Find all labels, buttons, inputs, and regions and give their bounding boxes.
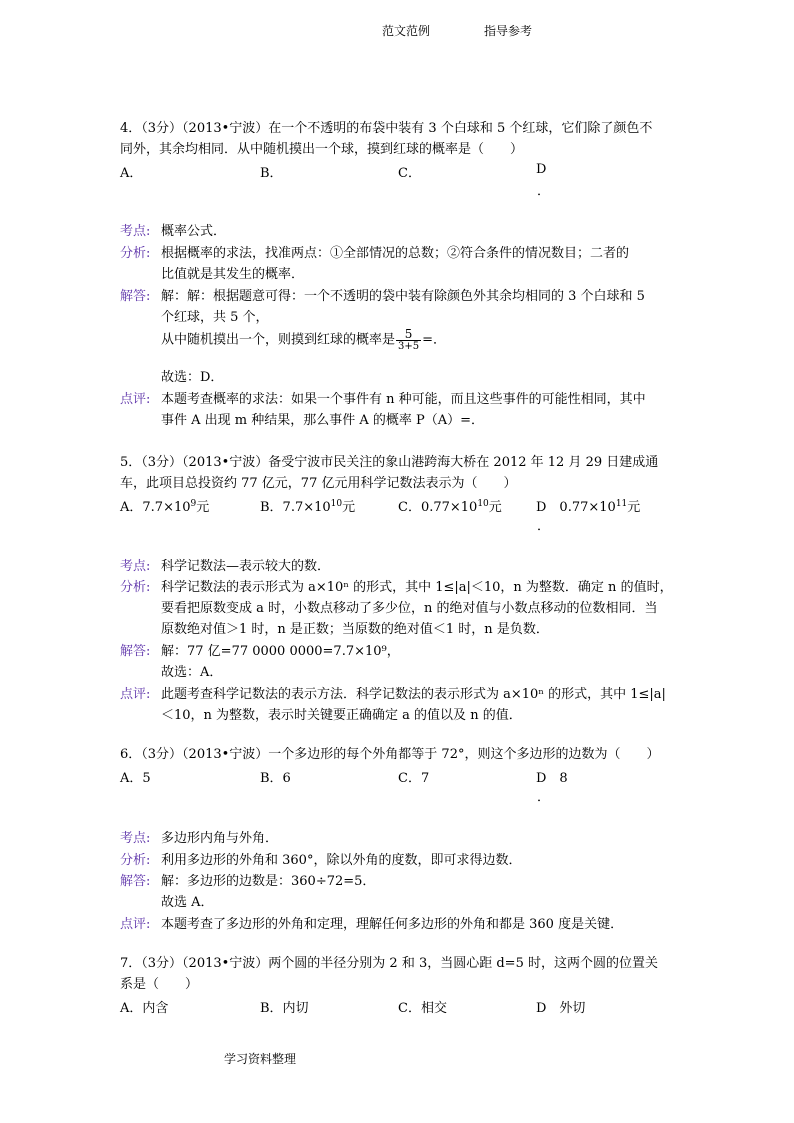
q5-stem-line1: 5．（3分）（2013•宁波）备受宁波市民关注的象山港跨海大桥在 2012 年 12 月 29 日建成通 xyxy=(120,455,659,470)
q6-kaodian-label: 考点: xyxy=(120,831,151,846)
q7-option-d: D 外切 xyxy=(536,1001,586,1016)
q5-fenxi-line3: 原数绝对值＞1 时，n 是正数；当原数的绝对值＜1 时，n 是负数． xyxy=(161,622,549,637)
q5-dianping-line2: ＜10，n 为整数，表示时关键要正确确定 a 的值以及 n 的值． xyxy=(161,708,522,723)
q7-stem-line1: 7．（3分）（2013•宁波）两个圆的半径分别为 2 和 3，当圆心距 d=5 时，这两个圆的位置关 xyxy=(120,956,658,971)
header-right: 指导参考 xyxy=(484,24,533,38)
q6-option-d: D 8 xyxy=(536,771,568,786)
q5-fenxi-line1: 科学记数法的表示形式为 a×10ⁿ 的形式，其中 1≤|a|＜10，n 为整数．确定 n 的值时， xyxy=(161,580,673,595)
q6-dianping-label: 点评: xyxy=(120,917,151,932)
q6-option-b: B．6 xyxy=(260,771,291,786)
q4-option-b: B． xyxy=(260,166,283,181)
q4-fenxi-line1: 根据概率的求法，找准两点：①全部情况的总数；②符合条件的情况数目；二者的 xyxy=(161,246,630,261)
q4-jieda-line1: 解：解：根据题意可得：一个不透明的袋中装有除颜色外其余均相同的 3 个白球和 5 xyxy=(161,289,645,304)
q4-jieda-line2: 个红球，共 5 个， xyxy=(161,310,269,325)
q5-option-c xyxy=(398,496,502,515)
q5-option-c-text: C．0.77×10 xyxy=(398,500,478,515)
q6-jieda-line1: 解：多边形的边数是：360÷72=5． xyxy=(161,874,376,889)
q4-fenxi-line2: 比值就是其发生的概率． xyxy=(161,267,305,282)
q4-kaodian-text: 概率公式． xyxy=(161,224,227,239)
q4-dianping-line2: 事件 A 出现 m 种结果，那么事件 A 的概率 P（A）=． xyxy=(161,413,485,428)
q6-jieda-line2: 故选 A． xyxy=(161,895,214,910)
q6-dianping-line1: 本题考查了多边形的外角和定理，理解任何多边形的外角和都是 360 度是关键． xyxy=(161,917,624,932)
fraction-numerator: 5 xyxy=(396,328,421,341)
q6-option-d-dot: ． xyxy=(537,790,551,805)
q4-jieda-label: 解答: xyxy=(120,289,151,304)
q5-option-b xyxy=(260,496,355,515)
q4-option-d-dot: ． xyxy=(537,184,551,199)
q5-fenxi-label: 分析: xyxy=(120,580,151,595)
q6-option-c: C．7 xyxy=(398,771,430,786)
q4-option-c: C． xyxy=(398,166,421,181)
q5-option-b-text: B．7.7×10 xyxy=(260,500,331,515)
q5-fenxi-line2: 要看把原数变成 a 时，小数点移动了多少位，n 的绝对值与小数点移动的位数相同．当 xyxy=(161,601,658,616)
q4-jieda-line4: 故选：D． xyxy=(161,370,224,385)
q5-option-d-unit: 元 xyxy=(627,500,641,515)
fraction xyxy=(396,328,421,352)
q5-option-b-unit: 元 xyxy=(342,500,356,515)
q5-option-d-dot: ． xyxy=(537,519,551,534)
q6-option-a: A．5 xyxy=(120,771,151,786)
q4-jieda-line3-text: 从中随机摸出一个，则摸到红球的概率是 xyxy=(161,332,396,348)
header-left: 范文范例 xyxy=(382,24,431,38)
q6-jieda-label: 解答: xyxy=(120,874,151,889)
q6-kaodian-text: 多边形内角与外角． xyxy=(161,831,279,846)
q5-option-a-unit: 元 xyxy=(196,500,210,515)
q5-option-c-exp: 10 xyxy=(477,499,489,509)
q4-jieda-line3 xyxy=(161,328,446,352)
q5-kaodian-label: 考点: xyxy=(120,559,151,574)
q5-option-c-unit: 元 xyxy=(488,500,502,515)
q5-jieda-label: 解答: xyxy=(120,644,151,659)
q5-jieda-line1: 解：77 亿=77 0000 0000=7.7×10⁹， xyxy=(161,644,400,659)
q5-option-b-exp: 10 xyxy=(330,499,343,509)
q5-dianping-line1: 此题考查科学记数法的表示方法．科学记数法的表示形式为 a×10ⁿ 的形式，其中 1≤|a| xyxy=(161,687,666,702)
q5-jieda-line2: 故选：A． xyxy=(161,665,223,680)
q4-dianping-line1: 本题考查概率的求法：如果一个事件有 n 种可能，而且这些事件的可能性相同，其中 xyxy=(161,392,646,407)
q4-option-d: D xyxy=(536,162,547,177)
q5-option-a-text: A．7.7×10 xyxy=(120,500,191,515)
q4-fenxi-label: 分析: xyxy=(120,246,151,261)
q7-option-b: B．内切 xyxy=(260,1001,309,1016)
footer-text: 学习资料整理 xyxy=(224,1052,297,1066)
q4-stem-line1: 4．（3分）（2013•宁波）在一个不透明的布袋中装有 3 个白球和 5 个红球，它们除了颜色不 xyxy=(120,121,653,136)
q5-option-d xyxy=(536,496,640,515)
q5-kaodian-text: 科学记数法—表示较大的数． xyxy=(161,559,331,574)
q7-option-a: A．内含 xyxy=(120,1001,169,1016)
q7-stem-line2: 系是（ ） xyxy=(120,977,199,992)
q4-stem-line2: 同外，其余均相同．从中随机摸出一个球，摸到红球的概率是（ ） xyxy=(120,142,524,157)
fraction-denominator: 3+5 xyxy=(398,341,420,352)
q7-option-c: C．相交 xyxy=(398,1001,447,1016)
q5-stem-line2: 车，此项目总投资约 77 亿元，77 亿元用科学记数法表示为（ ） xyxy=(120,476,517,491)
q4-option-a: A． xyxy=(120,166,143,181)
q5-dianping-label: 点评: xyxy=(120,687,151,702)
q5-option-a-exp: 9 xyxy=(190,499,197,509)
q5-option-a xyxy=(120,496,209,515)
q4-kaodian-label: 考点: xyxy=(120,224,151,239)
q6-stem-line1: 6．（3分）（2013•宁波）一个多边形的每个外角都等于 72°，则这个多边形的边数为（ ） xyxy=(120,747,660,762)
q4-jieda-line3-end: =． xyxy=(422,332,447,348)
q6-fenxi-line1: 利用多边形的外角和 360°，除以外角的度数，即可求得边数． xyxy=(161,853,522,868)
q5-option-d-exp: 11 xyxy=(615,499,628,509)
q4-dianping-label: 点评: xyxy=(120,392,151,407)
q6-fenxi-label: 分析: xyxy=(120,853,151,868)
q5-option-d-text: D 0.77×10 xyxy=(536,500,616,515)
